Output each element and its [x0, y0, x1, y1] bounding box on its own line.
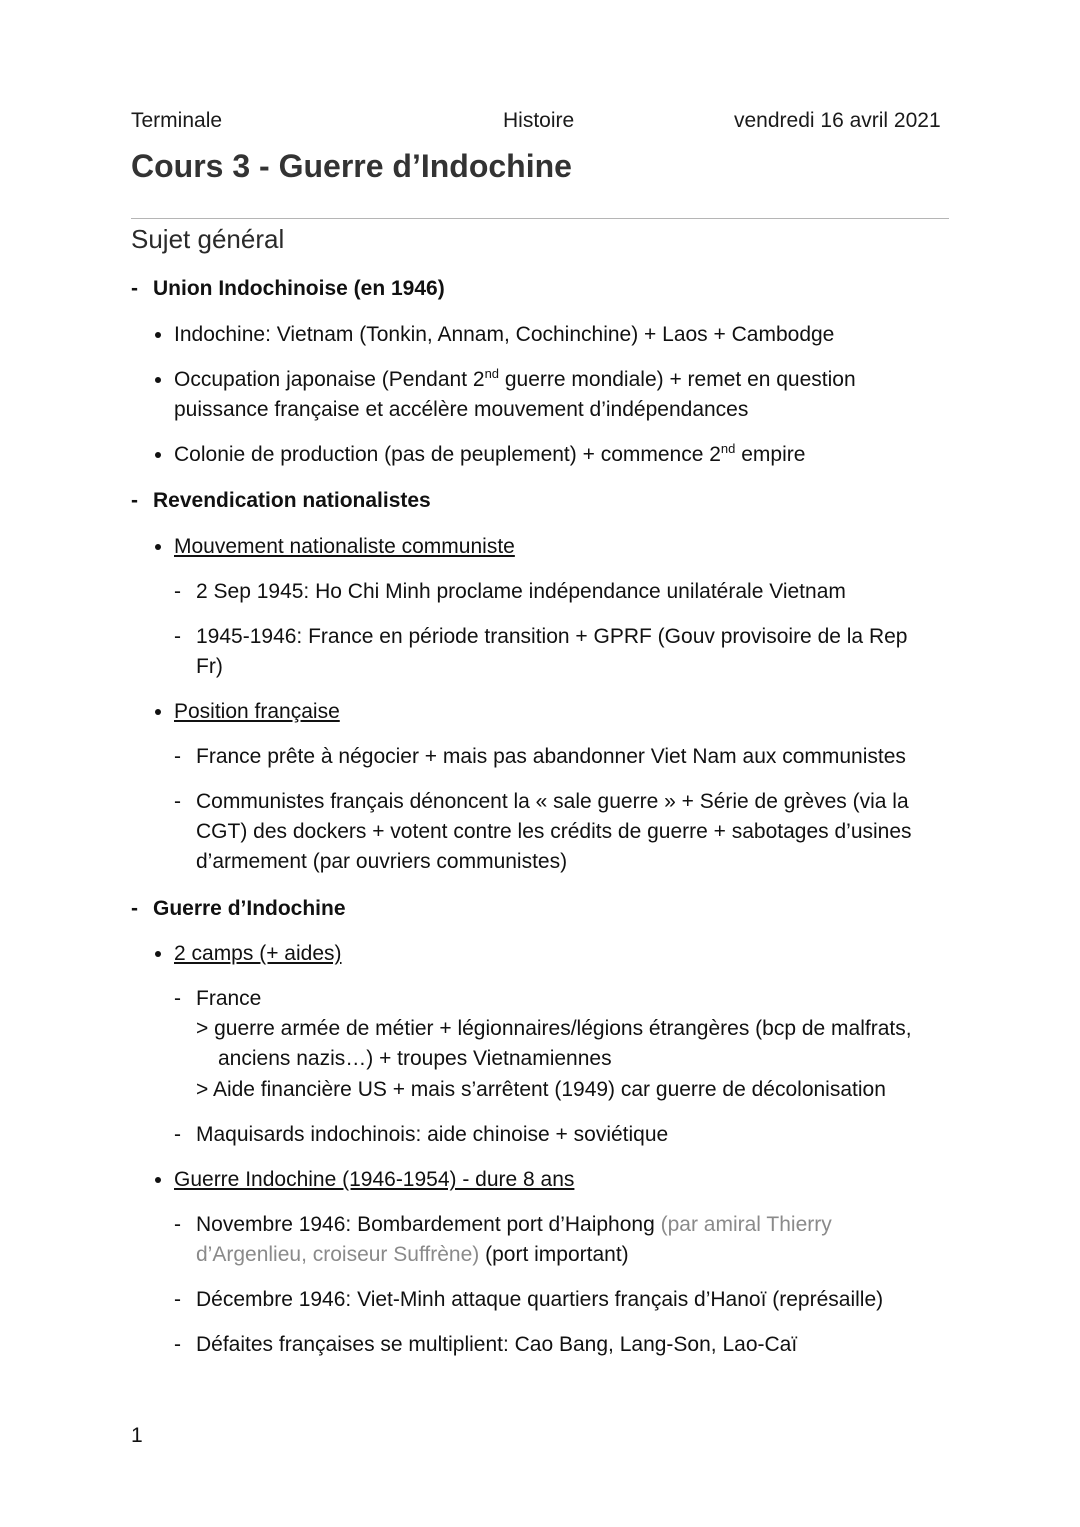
- item-france-aide-us: > Aide financière US + mais s’arrêtent (1949) car guerre de décolonisation: [196, 1078, 886, 1101]
- page-title: Cours 3 - Guerre d’Indochine: [131, 148, 572, 184]
- bullet-occupation: Occupation japonaise (Pendant 2nd guerre mondiale) + remet en question: [174, 366, 856, 391]
- bullet-dot: [155, 452, 161, 458]
- item-gprf: 1945-1946: France en période transition + GPRF (Gouv provisoire de la Rep: [196, 625, 908, 648]
- heading-guerre-indochine: Guerre d’Indochine: [153, 897, 346, 920]
- dash-marker: -: [131, 277, 138, 300]
- divider: [131, 218, 949, 219]
- bullet-guerre-indochine-dates: Guerre Indochine (1946-1954) - dure 8 ans: [174, 1168, 575, 1191]
- item-ho-chi-minh: 2 Sep 1945: Ho Chi Minh proclame indépendance unilatérale Vietnam: [196, 580, 846, 603]
- bullet-occupation-cont: puissance française et accélère mouvement d’indépendances: [174, 398, 749, 421]
- bullet-dot: [155, 332, 161, 338]
- bullet-dot: [155, 544, 161, 550]
- bullet-deux-camps: 2 camps (+ aides): [174, 942, 342, 965]
- item-france-armee-cont: anciens nazis…) + troupes Vietnamiennes: [218, 1047, 612, 1070]
- dash-marker: -: [174, 1123, 181, 1146]
- item-novembre-1946-cont: d’Argenlieu, croiseur Suffrène) (port important): [196, 1243, 629, 1266]
- dash-marker: -: [174, 790, 181, 813]
- dash-marker: -: [174, 987, 181, 1010]
- bullet-mouvement-nationaliste: Mouvement nationaliste communiste: [174, 535, 515, 558]
- dash-marker: -: [174, 1333, 181, 1356]
- item-decembre-1946: Décembre 1946: Viet-Minh attaque quartiers français d’Hanoï (représaille): [196, 1288, 884, 1311]
- bullet-dot: [155, 1177, 161, 1183]
- item-communistes-cont1: CGT) des dockers + votent contre les crédits de guerre + sabotages d’usines: [196, 820, 912, 843]
- item-defaites: Défaites françaises se multiplient: Cao Bang, Lang-Son, Lao-Caï: [196, 1333, 798, 1356]
- bullet-colonie: Colonie de production (pas de peuplement) + commence 2nd empire: [174, 441, 806, 466]
- item-communistes-cont2: d’armement (par ouvriers communistes): [196, 850, 568, 873]
- dash-marker: -: [174, 580, 181, 603]
- item-gprf-cont: Fr): [196, 655, 223, 678]
- dash-marker: -: [174, 625, 181, 648]
- item-novembre-1946: Novembre 1946: Bombardement port d’Haiphong (par amiral Thierry: [196, 1213, 832, 1236]
- bullet-indochine: Indochine: Vietnam (Tonkin, Annam, Cochinchine) + Laos + Cambodge: [174, 323, 835, 346]
- bullet-dot: [155, 709, 161, 715]
- dash-marker: -: [174, 1213, 181, 1236]
- dash-marker: -: [174, 1288, 181, 1311]
- header-date: vendredi 16 avril 2021: [734, 109, 941, 132]
- heading-union-indochinoise: Union Indochinoise (en 1946): [153, 277, 445, 300]
- dash-marker: -: [131, 897, 138, 920]
- item-france-negocier: France prête à négocier + mais pas abandonner Viet Nam aux communistes: [196, 745, 906, 768]
- item-maquisards: Maquisards indochinois: aide chinoise + soviétique: [196, 1123, 669, 1146]
- header-subject: Histoire: [503, 109, 575, 132]
- dash-marker: -: [131, 489, 138, 512]
- item-france-armee: > guerre armée de métier + légionnaires/légions étrangères (bcp de malfrats,: [196, 1017, 912, 1040]
- bullet-dot: [155, 951, 161, 957]
- item-france: France: [196, 987, 262, 1010]
- bullet-position-francaise: Position française: [174, 700, 340, 723]
- section-title: Sujet général: [131, 224, 285, 254]
- header-class: Terminale: [131, 109, 223, 132]
- dash-marker: -: [174, 745, 181, 768]
- page-number: 1: [131, 1424, 143, 1447]
- item-communistes: Communistes français dénoncent la « sale guerre » + Série de grèves (via la: [196, 790, 909, 813]
- heading-revendication: Revendication nationalistes: [153, 489, 431, 512]
- bullet-dot: [155, 377, 161, 383]
